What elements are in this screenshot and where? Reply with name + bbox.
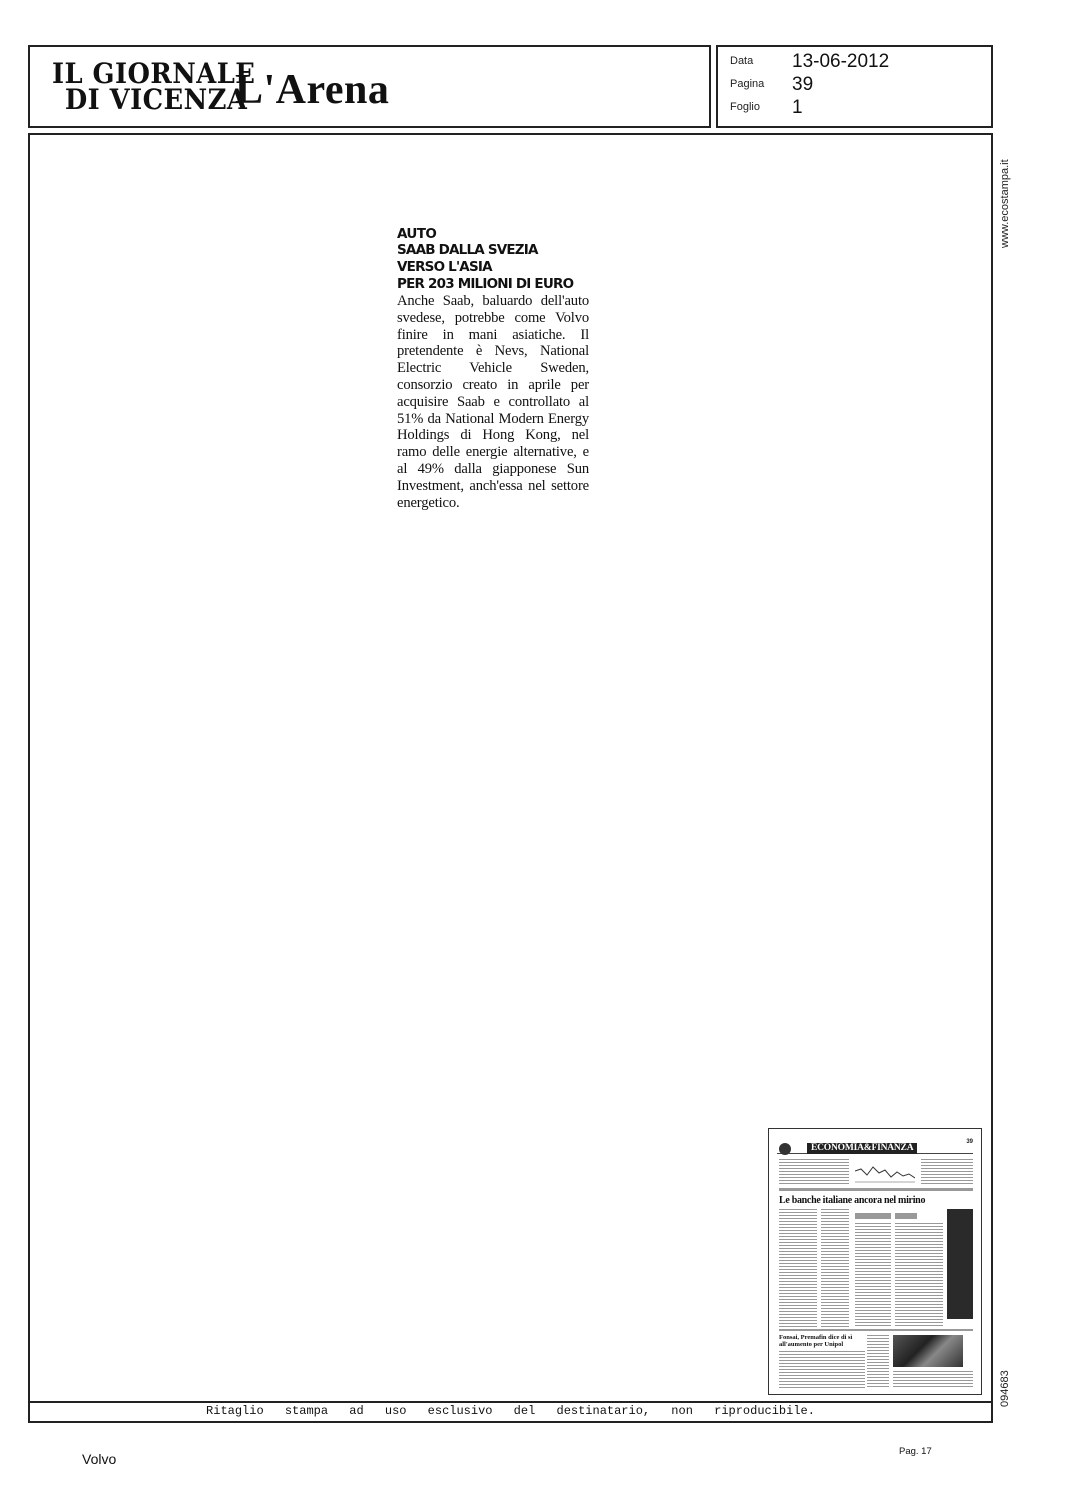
article-kicker: AUTO xyxy=(397,226,437,242)
pagina-label: Pagina xyxy=(730,78,765,90)
thumbnail-sub-headline xyxy=(779,1334,869,1348)
newspaper-logo-icon xyxy=(779,1143,791,1155)
article-body: Anche Saab, baluardo dell'auto svedese, potrebbe come Volvo finire in mani asiatiche. Il pretendente è Nevs, National Electric Vehicle Sweden, consorzio creato in aprile per acquisire Saab e controllato al 51% da National Modern Energy Holdings di Hong Kong, nel ramo delle energie alternative, e al 49% dalla giapponese Sun Investment, anch'essa nel settore energetico. xyxy=(397,293,589,511)
market-chart-icon xyxy=(855,1161,915,1183)
masthead-line1: IL GIORNALE xyxy=(52,57,256,90)
foglio-label: Foglio xyxy=(730,101,760,113)
masthead-giornale-di-vicenza xyxy=(52,57,256,116)
thumbnail-column xyxy=(893,1371,973,1389)
data-value: 13-06-2012 xyxy=(792,51,890,72)
thumbnail-rule xyxy=(779,1188,973,1191)
market-table-right xyxy=(921,1159,973,1185)
masthead-box xyxy=(28,45,711,128)
client-label: Volvo xyxy=(82,1451,117,1467)
foglio-value: 1 xyxy=(792,97,803,118)
page-thumbnail xyxy=(768,1128,982,1395)
market-table-left xyxy=(779,1159,849,1185)
thumbnail-column xyxy=(779,1351,865,1389)
thumbnail-box xyxy=(855,1213,891,1219)
code-vertical xyxy=(995,1362,1017,1412)
disclaimer-strip xyxy=(30,1401,991,1421)
thumbnail-page-number: 39 xyxy=(966,1139,973,1145)
article-headline xyxy=(397,242,589,293)
sub-headline-line: Fonsai, Premafin dice di sì xyxy=(779,1334,853,1341)
thumbnail-column xyxy=(895,1223,943,1327)
website-vertical xyxy=(995,148,1017,248)
thumbnail-dark-sidebar xyxy=(947,1209,973,1319)
metadata-box xyxy=(716,45,993,128)
thumbnail-main-headline: Le banche italiane ancora nel mirino xyxy=(779,1195,926,1206)
meta-foglio-row xyxy=(730,97,980,119)
thumbnail-rule xyxy=(779,1329,973,1331)
page-label: Pag. 17 xyxy=(899,1446,932,1457)
website-text: www.ecostampa.it xyxy=(999,159,1011,248)
headline-line: SAAB DALLA SVEZIA xyxy=(397,242,538,258)
headline-line: PER 203 MILIONI DI EURO xyxy=(397,276,574,292)
thumbnail-column xyxy=(821,1209,849,1327)
meta-data-row xyxy=(730,51,980,73)
code-text: 094683 xyxy=(999,1370,1011,1407)
masthead-arena: L'Arena xyxy=(235,67,390,113)
masthead-line2: DI VICENZA xyxy=(64,83,248,116)
thumbnail-section-title: ECONOMIA&FINANZA xyxy=(811,1143,914,1153)
thumbnail-photo xyxy=(893,1335,963,1367)
thumbnail-column xyxy=(867,1335,889,1389)
headline-line: VERSO L'ASIA xyxy=(397,259,492,275)
meta-pagina-row xyxy=(730,74,980,96)
sub-headline-line: all'aumento per Unipol xyxy=(779,1341,844,1348)
disclaimer-text: Ritaglio stampa ad uso esclusivo del destinatario, non riproducibile. xyxy=(206,1404,815,1418)
article-clipping xyxy=(397,226,589,511)
thumbnail-infographic xyxy=(855,1223,891,1327)
thumbnail-column xyxy=(779,1209,817,1327)
pagina-value: 39 xyxy=(792,74,814,95)
data-label: Data xyxy=(730,55,754,67)
thumbnail-box xyxy=(895,1213,917,1219)
